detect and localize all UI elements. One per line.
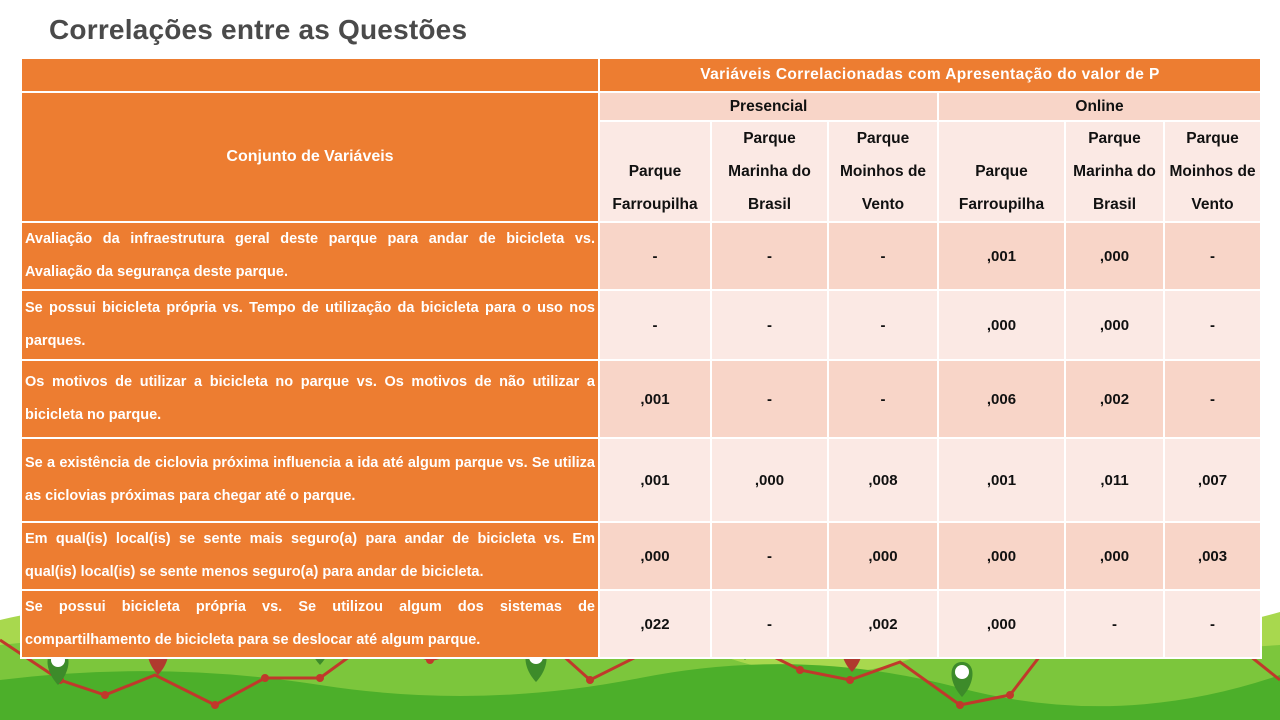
table-row <box>21 222 1261 290</box>
table-row <box>21 590 1261 658</box>
p-value-cell: ,002 <box>828 590 938 658</box>
header-variable-set: Conjunto de Variáveis <box>21 92 599 222</box>
p-value-cell: - <box>711 590 828 658</box>
row-label: Em qual(is) local(is) se sente mais seguro(a) para andar de bicicleta vs. Em qual(is) local(is) se sente menos seguro(a) para andar de bicicleta. <box>21 522 599 590</box>
p-value-cell: ,000 <box>828 522 938 590</box>
row-label: Se possui bicicleta própria vs. Tempo de utilização da bicicleta para o uso nos parques. <box>21 290 599 360</box>
table-row <box>21 290 1261 360</box>
col-header-park: Parque Farroupilha <box>938 121 1065 222</box>
p-value-cell: ,000 <box>599 522 711 590</box>
p-value-cell: ,001 <box>938 222 1065 290</box>
p-value-cell: - <box>828 360 938 438</box>
header-correlated-variables: Variáveis Correlacionadas com Apresentação do valor de P <box>599 58 1261 92</box>
p-value-cell: - <box>1164 590 1261 658</box>
p-value-cell: ,000 <box>938 590 1065 658</box>
col-header-park: Parque Moinhos de Vento <box>1164 121 1261 222</box>
col-header-park: Parque Farroupilha <box>599 121 711 222</box>
table-row <box>21 522 1261 590</box>
col-header-park: Parque Moinhos de Vento <box>828 121 938 222</box>
col-header-park: Parque Marinha do Brasil <box>711 121 828 222</box>
p-value-cell: ,001 <box>599 438 711 522</box>
correlation-table <box>20 57 1262 659</box>
group-presencial: Presencial <box>599 92 938 121</box>
p-value-cell: ,000 <box>1065 222 1164 290</box>
p-value-cell: - <box>711 290 828 360</box>
p-value-cell: ,002 <box>1065 360 1164 438</box>
table-row <box>21 438 1261 522</box>
p-value-cell: ,007 <box>1164 438 1261 522</box>
p-value-cell: - <box>599 222 711 290</box>
p-value-cell: - <box>711 360 828 438</box>
p-value-cell: - <box>599 290 711 360</box>
p-value-cell: - <box>1164 360 1261 438</box>
page-title: Correlações entre as Questões <box>49 14 468 45</box>
col-header-park: Parque Marinha do Brasil <box>1065 121 1164 222</box>
p-value-cell: - <box>1164 222 1261 290</box>
p-value-cell: ,001 <box>599 360 711 438</box>
p-value-cell: - <box>1164 290 1261 360</box>
row-label: Avaliação da infraestrutura geral deste parque para andar de bicicleta vs. Avaliação da segurança deste parque. <box>21 222 599 290</box>
p-value-cell: ,000 <box>938 522 1065 590</box>
p-value-cell: ,008 <box>828 438 938 522</box>
p-value-cell: ,003 <box>1164 522 1261 590</box>
table-row <box>21 360 1261 438</box>
p-value-cell: ,001 <box>938 438 1065 522</box>
p-value-cell: - <box>711 522 828 590</box>
p-value-cell: ,022 <box>599 590 711 658</box>
row-label: Os motivos de utilizar a bicicleta no parque vs. Os motivos de não utilizar a bicicleta no parque. <box>21 360 599 438</box>
p-value-cell: ,000 <box>938 290 1065 360</box>
p-value-cell: ,000 <box>1065 522 1164 590</box>
p-value-cell: - <box>828 290 938 360</box>
group-online: Online <box>938 92 1261 121</box>
row-label: Se possui bicicleta própria vs. Se utilizou algum dos sistemas de compartilhamento de bicicleta para se deslocar até algum parque. <box>21 590 599 658</box>
p-value-cell: ,011 <box>1065 438 1164 522</box>
corner-cell <box>21 58 599 92</box>
p-value-cell: - <box>1065 590 1164 658</box>
p-value-cell: - <box>711 222 828 290</box>
p-value-cell: ,000 <box>1065 290 1164 360</box>
row-label: Se a existência de ciclovia próxima influencia a ida até algum parque vs. Se utiliza as ciclovias próximas para chegar até o parque. <box>21 438 599 522</box>
p-value-cell: ,006 <box>938 360 1065 438</box>
p-value-cell: ,000 <box>711 438 828 522</box>
p-value-cell: - <box>828 222 938 290</box>
